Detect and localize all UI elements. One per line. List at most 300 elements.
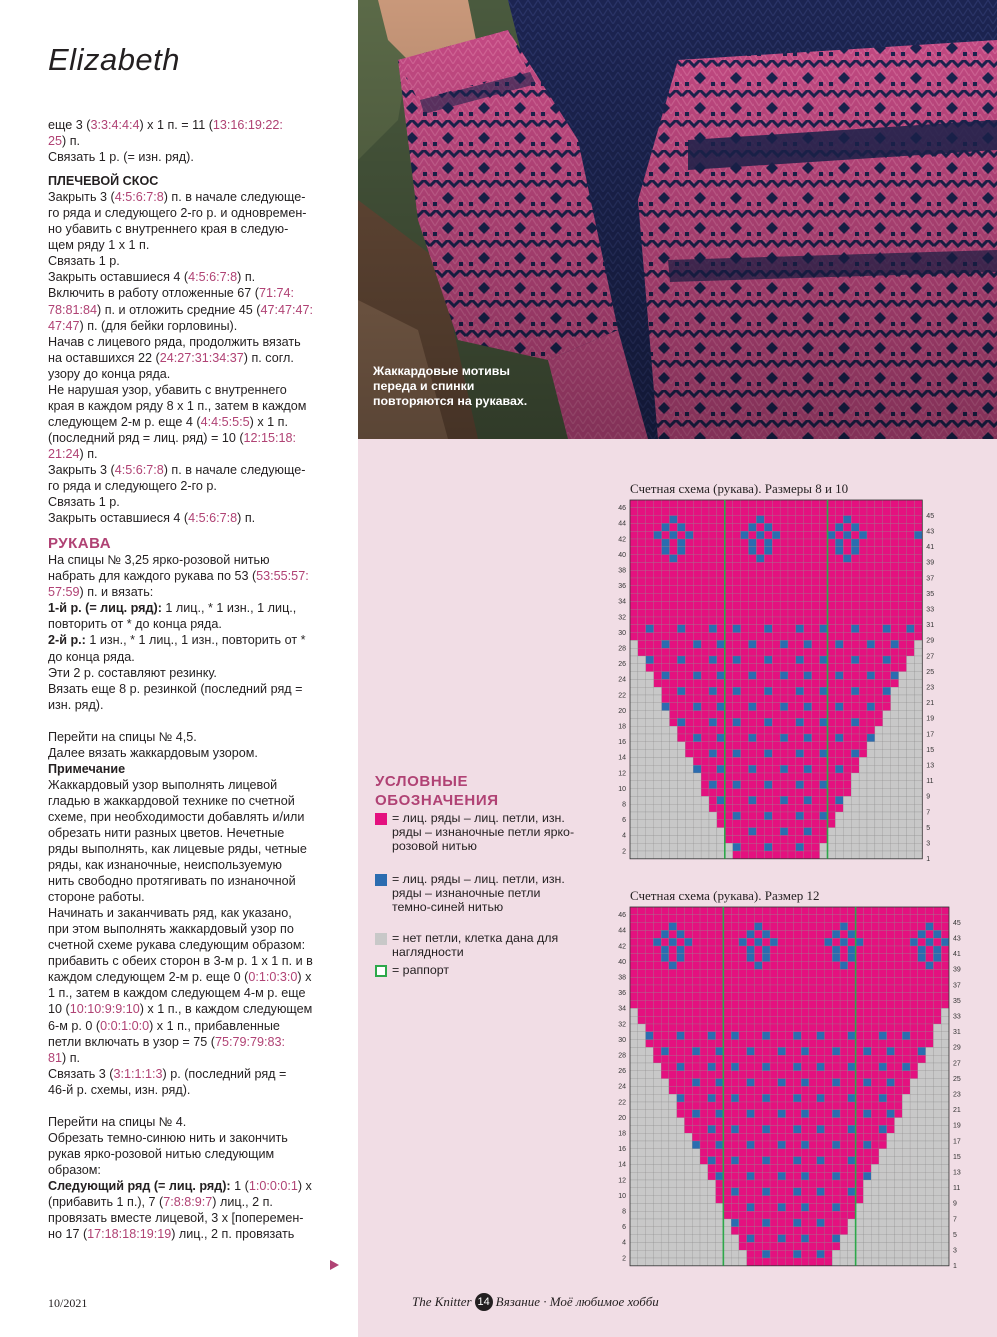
row-number-left: 24: [618, 1083, 626, 1091]
chart-cell: [899, 539, 907, 547]
chart-cell: [692, 985, 700, 993]
chart-cell: [756, 773, 764, 781]
chart-cell: [741, 718, 749, 726]
chart-cell: [796, 672, 804, 680]
chart-cell: [801, 1164, 809, 1172]
chart-cell: [835, 609, 843, 617]
row-number-right: 13: [952, 1169, 961, 1177]
chart-cell: [747, 1079, 755, 1087]
chart-cell: [661, 1258, 669, 1266]
chart-cell: [764, 562, 772, 570]
chart-cell: [661, 1102, 669, 1110]
chart-cell: [677, 1102, 685, 1110]
chart-cell: [770, 923, 778, 931]
chart-cell: [747, 1118, 755, 1126]
chart-cell: [863, 1203, 871, 1211]
chart-cell: [692, 1219, 700, 1227]
chart-cell: [653, 1055, 661, 1063]
chart-cell: [899, 773, 907, 781]
chart-cell: [764, 781, 772, 789]
chart-cell: [867, 570, 875, 578]
chart-cell: [851, 781, 859, 789]
chart-cell: [670, 500, 678, 508]
chart-cell: [828, 562, 836, 570]
chart-cell: [825, 1250, 833, 1258]
chart-cell: [926, 1102, 934, 1110]
chart-cell: [859, 804, 867, 812]
chart-cell: [708, 1118, 716, 1126]
chart-cell: [809, 1180, 817, 1188]
chart-cell: [778, 938, 786, 946]
chart-cell: [716, 1079, 724, 1087]
chart-cell: [891, 672, 899, 680]
chart-cell: [638, 625, 646, 633]
chart-cell: [891, 711, 899, 719]
chart-cell: [863, 1047, 871, 1055]
chart-cell: [716, 1250, 724, 1258]
chart-cell: [809, 1149, 817, 1157]
chart-cell: [788, 656, 796, 664]
chart-cell: [820, 765, 828, 773]
chart-cell: [731, 1188, 739, 1196]
chart-cell: [717, 757, 725, 765]
chart-cell: [747, 1258, 755, 1266]
chart-cell: [630, 1079, 638, 1087]
chart-cell: [796, 820, 804, 828]
chart-cell: [764, 820, 772, 828]
chart-cell: [709, 617, 717, 625]
chart-cell: [780, 547, 788, 555]
chart-cell: [716, 1063, 724, 1071]
chart-cell: [786, 1024, 794, 1032]
chart-cell: [638, 1172, 646, 1180]
chart-cell: [895, 1008, 903, 1016]
chart-cell: [723, 1149, 731, 1157]
chart-cell: [879, 1125, 887, 1133]
chart-cell: [875, 648, 883, 656]
row-number-right: 1: [926, 856, 931, 864]
chart-cell: [801, 1102, 809, 1110]
chart-cell: [926, 1055, 934, 1063]
instruction-line: 10 (10:10:9:9:10) х 1 п., в каждом следующем: [48, 1002, 313, 1017]
chart-cell: [817, 1094, 825, 1102]
chart-cell: [867, 828, 875, 836]
chart-cell: [653, 962, 661, 970]
chart-cell: [778, 1102, 786, 1110]
chart-cell: [733, 586, 741, 594]
chart-cell: [843, 711, 851, 719]
legend-label: = лиц. ряды – лиц. петли, изн. ряды – изнаночные петли темно-синей нитью: [392, 872, 565, 915]
chart-cell: [848, 1242, 856, 1250]
chart-cell: [684, 1227, 692, 1235]
chart-cell: [835, 804, 843, 812]
chart-cell: [843, 570, 851, 578]
row-number-right: 19: [926, 715, 935, 723]
chart-cell: [899, 687, 907, 695]
chart-cell: [756, 804, 764, 812]
chart-cell: [693, 851, 701, 859]
chart-cell: [700, 1133, 708, 1141]
chart-cell: [638, 500, 646, 508]
chart-cell: [716, 1180, 724, 1188]
chart-cell: [754, 1164, 762, 1172]
chart-cell: [661, 993, 669, 1001]
chart-cell: [891, 789, 899, 797]
chart-cell: [820, 835, 828, 843]
chart-cell: [914, 711, 922, 719]
chart-cell: [796, 531, 804, 539]
chart-cell: [662, 633, 670, 641]
chart-cell: [685, 679, 693, 687]
chart-cell: [677, 789, 685, 797]
chart-cell: [685, 570, 693, 578]
chart-cell: [762, 1079, 770, 1087]
chart-cell: [638, 531, 646, 539]
chart-cell: [883, 773, 891, 781]
chart-cell: [801, 1024, 809, 1032]
chart-cell: [630, 679, 638, 687]
chart-cell: [661, 1149, 669, 1157]
chart-cell: [670, 796, 678, 804]
chart-cell: [918, 1118, 926, 1126]
chart-cell: [851, 718, 859, 726]
chart-cell: [654, 843, 662, 851]
chart-cell: [809, 1094, 817, 1102]
chart-cell: [700, 977, 708, 985]
row-number-right: 9: [952, 1200, 957, 1208]
chart-cell: [701, 508, 709, 516]
chart-cell: [638, 539, 646, 547]
chart-cell: [716, 1008, 724, 1016]
chart-cell: [630, 1071, 638, 1079]
chart-cell: [653, 1258, 661, 1266]
chart-cell: [733, 562, 741, 570]
chart-cell: [933, 1086, 941, 1094]
chart-cell: [902, 907, 910, 915]
chart-cell: [825, 1079, 833, 1087]
chart-cell: [843, 781, 851, 789]
chart-cell: [716, 1141, 724, 1149]
chart-cell: [770, 1001, 778, 1009]
chart-cell: [677, 578, 685, 586]
chart-cell: [887, 993, 895, 1001]
chart-cell: [685, 812, 693, 820]
chart-cell: [646, 1172, 654, 1180]
chart-cell: [891, 555, 899, 563]
row-number-left: 12: [618, 770, 626, 778]
chart-cell: [793, 938, 801, 946]
chart-cell: [891, 679, 899, 687]
chart-cell: [717, 633, 725, 641]
chart-cell: [796, 578, 804, 586]
chart-cell: [646, 1001, 654, 1009]
chart-cell: [835, 773, 843, 781]
chart-cell: [863, 1086, 871, 1094]
chart-cell: [914, 718, 922, 726]
chart-cell: [764, 773, 772, 781]
chart-cell: [832, 1219, 840, 1227]
chart-cell: [875, 835, 883, 843]
chart-cell: [817, 1055, 825, 1063]
chart-cell: [638, 1188, 646, 1196]
chart-cell: [812, 765, 820, 773]
chart-cell: [895, 1125, 903, 1133]
row-number-left: 6: [622, 817, 626, 825]
chart-cell: [747, 1188, 755, 1196]
chart-cell: [786, 1242, 794, 1250]
chart-cell: [646, 1258, 654, 1266]
chart-cell: [910, 954, 918, 962]
chart-cell: [670, 804, 678, 812]
chart-cell: [700, 915, 708, 923]
chart-cell: [801, 962, 809, 970]
chart-cell: [770, 1008, 778, 1016]
chart-cell: [741, 726, 749, 734]
chart-cell: [832, 1118, 840, 1126]
chart-cell: [883, 695, 891, 703]
chart-cell: [859, 789, 867, 797]
chart-cell: [809, 1258, 817, 1266]
chart-cell: [692, 1086, 700, 1094]
chart-cell: [685, 531, 693, 539]
chart-cell: [692, 1258, 700, 1266]
chart-cell: [801, 1235, 809, 1243]
chart-cell: [677, 523, 685, 531]
chart-cell: [741, 765, 749, 773]
chart-cell: [817, 1118, 825, 1126]
chart-cell: [887, 1063, 895, 1071]
chart-cell: [835, 695, 843, 703]
chart-cell: [630, 954, 638, 962]
chart-cell: [662, 516, 670, 524]
chart-cell: [630, 1110, 638, 1118]
chart-cell: [677, 726, 685, 734]
chart-cell: [914, 835, 922, 843]
chart-cell: [684, 1211, 692, 1219]
chart-cell: [684, 1032, 692, 1040]
chart-cell: [786, 954, 794, 962]
chart-cell: [941, 1227, 949, 1235]
chart-cell: [701, 625, 709, 633]
chart-cell: [926, 1040, 934, 1048]
chart-cell: [801, 993, 809, 1001]
chart-cell: [772, 843, 780, 851]
chart-cell: [828, 594, 836, 602]
chart-cell: [856, 1032, 864, 1040]
chart-cell: [828, 796, 836, 804]
chart-cell: [895, 954, 903, 962]
chart-cell: [788, 750, 796, 758]
chart-cell: [796, 851, 804, 859]
chart-cell: [899, 812, 907, 820]
chart-cell: [646, 843, 654, 851]
chart-cell: [770, 1188, 778, 1196]
chart-cell: [788, 726, 796, 734]
chart-cell: [630, 1102, 638, 1110]
chart-cell: [883, 711, 891, 719]
chart-cell: [692, 977, 700, 985]
chart-cell: [770, 1024, 778, 1032]
chart-cell: [772, 539, 780, 547]
chart-cell: [630, 1125, 638, 1133]
chart-cell: [716, 993, 724, 1001]
chart-cell: [856, 1164, 864, 1172]
chart-cell: [933, 962, 941, 970]
chart-cell: [754, 1001, 762, 1009]
chart-cell: [840, 1172, 848, 1180]
chart-cell: [701, 586, 709, 594]
chart-cell: [684, 1125, 692, 1133]
chart-cell: [832, 985, 840, 993]
chart-cell: [770, 1094, 778, 1102]
instruction-line: 81) п.: [48, 1050, 81, 1065]
chart-cell: [646, 687, 654, 695]
chart-cell: [914, 781, 922, 789]
chart-cell: [843, 796, 851, 804]
chart-cell: [875, 617, 883, 625]
chart-cell: [630, 977, 638, 985]
chart-cell: [646, 625, 654, 633]
chart-cell: [770, 985, 778, 993]
chart-cell: [835, 796, 843, 804]
chart-cell: [796, 718, 804, 726]
chart-cell: [856, 1063, 864, 1071]
chart-cell: [754, 1063, 762, 1071]
chart-cell: [693, 516, 701, 524]
chart-cell: [804, 555, 812, 563]
chart-cell: [843, 508, 851, 516]
chart-cell: [902, 1258, 910, 1266]
chart-cell: [764, 516, 772, 524]
chart-cell: [685, 742, 693, 750]
chart-cell: [630, 523, 638, 531]
chart-cell: [670, 562, 678, 570]
chart-cell: [717, 695, 725, 703]
chart-cell: [741, 555, 749, 563]
chart-cell: [825, 923, 833, 931]
chart-cell: [883, 804, 891, 812]
chart-cell: [701, 843, 709, 851]
chart-cell: [638, 711, 646, 719]
chart-cell: [801, 977, 809, 985]
instruction-line: (прибавить 1 п.), 7 (7:8:8:9:7) лиц., 2 п.: [48, 1195, 273, 1209]
chart-cell: [801, 1211, 809, 1219]
chart-cell: [630, 547, 638, 555]
chart-cell: [817, 1102, 825, 1110]
chart-cell: [749, 516, 757, 524]
chart-cell: [677, 1040, 685, 1048]
instruction-line: Вязать еще 8 р. резинкой (последний ряд =: [48, 681, 303, 696]
chart-cell: [630, 930, 638, 938]
chart-cell: [630, 1211, 638, 1219]
chart-cell: [788, 531, 796, 539]
chart-cell: [828, 679, 836, 687]
chart-cell: [809, 1196, 817, 1204]
chart-cell: [770, 962, 778, 970]
chart-cell: [895, 1196, 903, 1204]
chart-cell: [825, 985, 833, 993]
chart-cell: [630, 586, 638, 594]
chart-cell: [692, 1001, 700, 1009]
chart-cell: [907, 726, 915, 734]
chart-cell: [762, 915, 770, 923]
chart-cell: [701, 648, 709, 656]
chart-cell: [778, 930, 786, 938]
chart-cell: [918, 1125, 926, 1133]
chart-cell: [670, 539, 678, 547]
chart-cell: [764, 804, 772, 812]
chart-cell: [914, 594, 922, 602]
chart-cell: [918, 993, 926, 1001]
chart-cell: [733, 835, 741, 843]
chart-cell: [677, 938, 685, 946]
chart-cell: [907, 718, 915, 726]
chart-cell: [669, 1242, 677, 1250]
chart-cell: [895, 938, 903, 946]
chart-cell: [677, 1001, 685, 1009]
chart-cell: [796, 555, 804, 563]
chart-cell: [859, 781, 867, 789]
chart-cell: [793, 1141, 801, 1149]
chart-cell: [700, 1016, 708, 1024]
chart-cell: [793, 1180, 801, 1188]
chart-cell: [701, 781, 709, 789]
chart-cell: [770, 977, 778, 985]
chart-cell: [685, 555, 693, 563]
chart-cell: [741, 539, 749, 547]
row-number-left: 14: [618, 754, 626, 762]
chart-cell: [899, 601, 907, 609]
chart-cell: [926, 1141, 934, 1149]
chart-cell: [875, 718, 883, 726]
chart-cell: [646, 1149, 654, 1157]
chart-cell: [677, 796, 685, 804]
chart-cell: [670, 687, 678, 695]
chart-cell: [918, 1157, 926, 1165]
chart-cell: [851, 633, 859, 641]
chart-cell: [828, 812, 836, 820]
chart-cell: [684, 1008, 692, 1016]
row-number-left: 34: [618, 598, 626, 606]
chart-cell: [891, 523, 899, 531]
chart-cell: [654, 586, 662, 594]
chart-cell: [883, 633, 891, 641]
chart-cell: [809, 1016, 817, 1024]
chart-cell: [762, 1141, 770, 1149]
chart-cell: [859, 672, 867, 680]
chart-cell: [653, 1250, 661, 1258]
chart-cell: [677, 1032, 685, 1040]
chart-cell: [778, 1063, 786, 1071]
chart-cell: [700, 923, 708, 931]
chart-cell: [756, 640, 764, 648]
chart-cell: [684, 1102, 692, 1110]
chart-cell: [723, 1024, 731, 1032]
chart-cell: [756, 617, 764, 625]
chart-cell: [918, 1001, 926, 1009]
chart-cell: [902, 930, 910, 938]
chart-cell: [747, 1063, 755, 1071]
chart-cell: [717, 539, 725, 547]
chart-cell: [677, 1242, 685, 1250]
chart-cell: [863, 1032, 871, 1040]
chart-cell: [725, 781, 733, 789]
chart-cell: [859, 516, 867, 524]
chart-cell: [820, 664, 828, 672]
chart-cell: [739, 1118, 747, 1126]
chart-cell: [910, 1032, 918, 1040]
chart-cell: [856, 969, 864, 977]
